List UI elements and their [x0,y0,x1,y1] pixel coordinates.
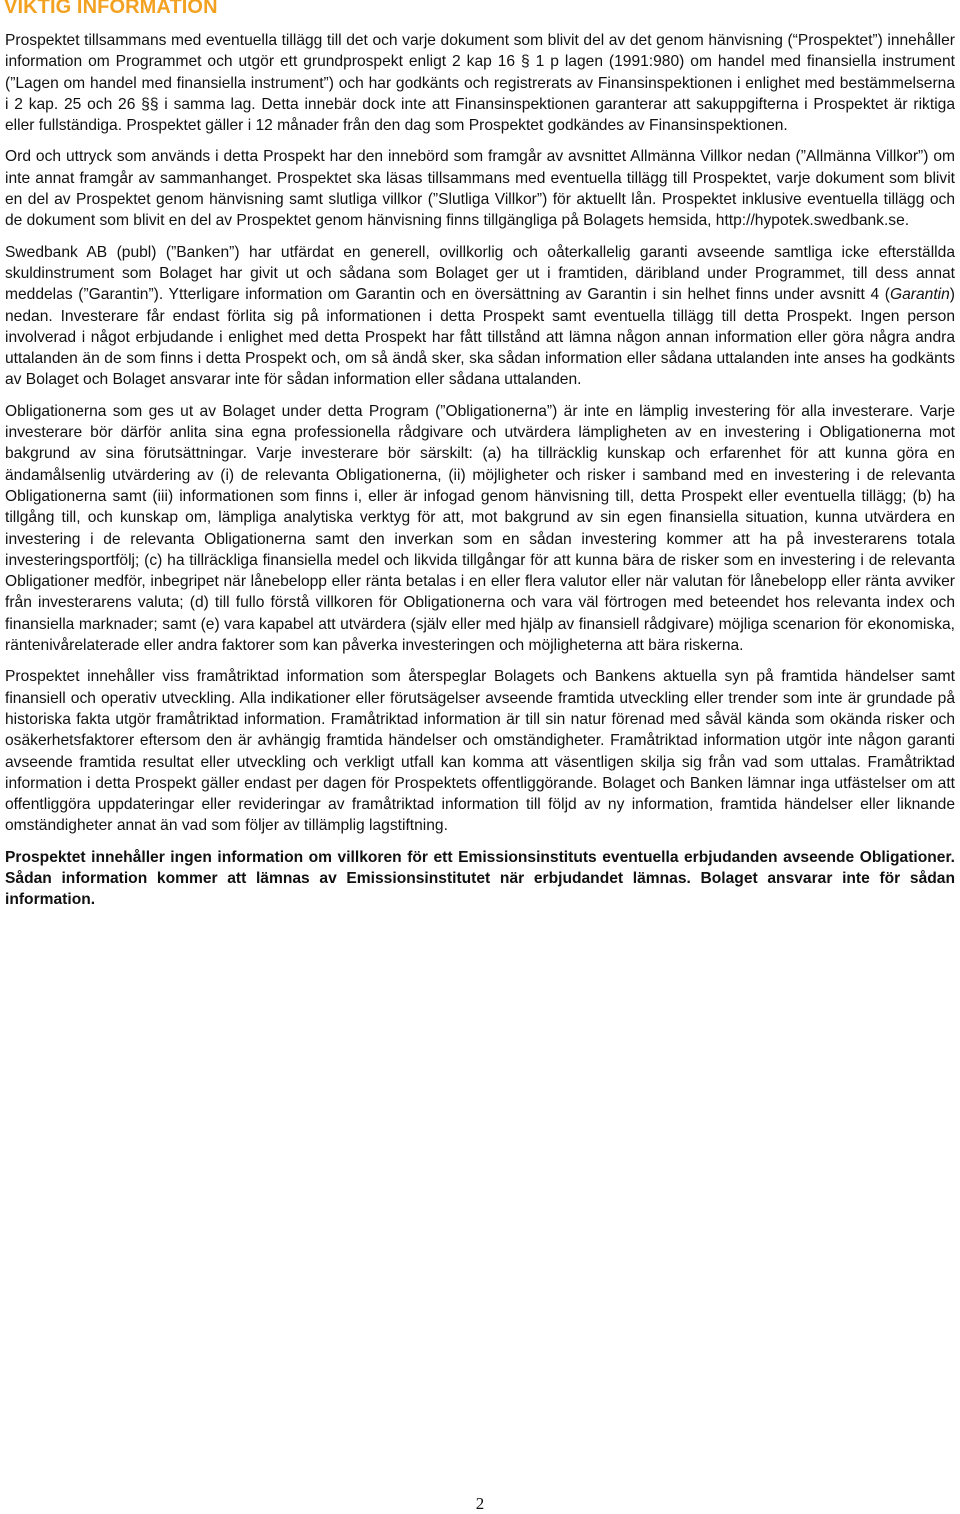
section-heading: VIKTIG INFORMATION [4,0,218,18]
paragraph-suitability: Obligationerna som ges ut av Bolaget under detta Program (”Obligationerna”) är inte en lämplig investering för alla investerare. Varje investerare bör därför anlita sina egna professionella rådgivare och utvärdera lämpligheten av en investering i Obligationerna mot bakgrund av sina förutsättningar. Varje investerare bör särskilt: (a) ha tillräcklig kunskap och erfarenhet för att kunna göra en ändamålsenlig utvärdering av (i) de relevanta Obligationerna, (ii) möjligheter och risker i samband med en investering i de relevanta Obligationerna samt (iii) informationen som finns i, eller är infogad genom hänvisning till, detta Prospekt eller eventuella tillägg; (b) ha tillgång till, och kunskap om, lämpliga analytiska verktyg för att, mot bakgrund av sin egen finansiella situation, kunna utvärdera en investering i de relevanta Obligationerna samt den inverkan som en sådan investering kommer att ha på investerarens totala investeringsportfölj; (c) ha tillräckliga finansiella medel och likvida tillgångar för att kunna bära de risker som en investering i de relevanta Obligationer medför, inbegripet när lånebelopp eller ränta betalas i en eller flera valutor eller när valutan för lånebelopp eller ränta avviker från investerarens valuta; (d) till fullo förstå villkoren för Obligationerna och vara väl förtrogen med beteendet hos relevanta index och finansiella marknader; samt (e) vara kapabel att utvärdera (själv eller med hjälp av finansiell rådgivare) möjliga scenarion för ekonomiska, räntenivårelaterade eller andra faktorer som kan påverka investeringen och möjligheterna att bära riskerna. [5,402,955,655]
paragraph-issuing-institute: Prospektet innehåller ingen information om villkoren för ett Emissionsinstituts eventuella erbjudanden avseende Obligationer. Sådan information kommer att lämnas av Emissionsinstitutet när erbjudandet lämnas. Bolaget ansvarar inte för sådan information. [5,848,955,909]
guarantee-text-after: ) nedan. Investerare får endast förlita sig på informationen i detta Prospekt samt eventuella tillägg till detta Prospekt. Ingen person involverad i något erbjudande i enlighet med detta Prospekt har fått tillstånd att lämna någon annan information eller göra några andra uttalanden än de som finns i detta Prospekt och, om så ändå sker, ska sådan information eller sådana uttalanden inte anses ha godkänts av Bolaget och Bolaget ansvarar inte för sådan information eller sådana uttalanden. [5,286,955,389]
paragraph-prospectus-approval: Prospektet tillsammans med eventuella tillägg till det och varje dokument som blivit del av det genom hänvisning (“Prospektet”) innehåller information om Programmet och utgör ett grundprospekt enligt 2 kap 16 § 1 p lagen (1991:980) om handel med finansiella instrument (”Lagen om handel med finansiella instrument”) och har godkänts och registrerats av Finansinspektionen i enlighet med bestämmelserna i 2 kap. 25 och 26 §§ i samma lag. Detta innebär dock inte att Finansinspektionen garanterar att sakuppgifterna i Prospektet är riktiga eller fullständiga. Prospektet gäller i 12 månader från den dag som Prospektet godkändes av Finansinspektionen. [5,32,955,135]
paragraph-forward-looking: Prospektet innehåller viss framåtriktad information som återspeglar Bolagets och Bankens aktuella syn på framtida händelser samt finansiell och operativ utveckling. Alla indikationer eller förutsägelser avseende framtida utveckling eller trender som inte är grundade på historiska fakta utgör framåtriktad information. Framåtriktad information är till sin natur förenad med såväl kända som okända risker och osäkerhetsfaktorer eftersom den är avhängig framtida händelser och omständigheter. Framåtriktad information utgör inte någon garanti avseende framtida resultat eller utveckling och verkligt utfall kan komma att väsentligen skilja sig från vad som uttalas. Framåtriktad information i detta Prospekt gäller endast per dagen för Prospektets offentliggörande. Bolaget och Banken lämnar inga utfästelser om att offentliggöra uppdateringar eller revideringar av framåtriktad information till följd av ny information, framtida händelser eller liknande omständigheter annat än vad som följer av tillämplig lagstiftning. [5,668,955,835]
document-body [5,30,955,921]
paragraph-guarantee [5,242,955,391]
guarantee-text-before: Swedbank AB (publ) (”Banken”) har utfärdat en generell, ovillkorlig och oåterkallelig garanti avseende samtliga icke efterställda skuldinstrument som Bolaget har givit ut och sådana som Bolaget ger ut i framtiden, däribland under Programmet, till dess annat meddelas (”Garantin”). Ytterligare information om Garantin och en översättning av Garantin i sin helhet finns under avsnitt 4 ( [5,243,955,304]
page-number: 2 [475,1494,485,1513]
guarantee-italic-ref: Garantin [889,286,950,304]
paragraph-definitions: Ord och uttryck som används i detta Prospekt har den innebörd som framgår av avsnittet Allmänna Villkor nedan (”Allmänna Villkor”) om inte annat framgår av sammanhanget. Prospektet ska läsas tillsammans med eventuella tillägg till Prospektet, varje dokument som blivit en del av Prospektet genom hänvisning samt slutliga villkor (”Slutliga Villkor”) för aktuellt lån. Prospektet inklusive eventuella tillägg och de dokument som blivit en del av Prospektet genom hänvisning finns tillgängliga på Bolagets hemsida, http://hypotek.swedbank.se. [5,148,955,230]
